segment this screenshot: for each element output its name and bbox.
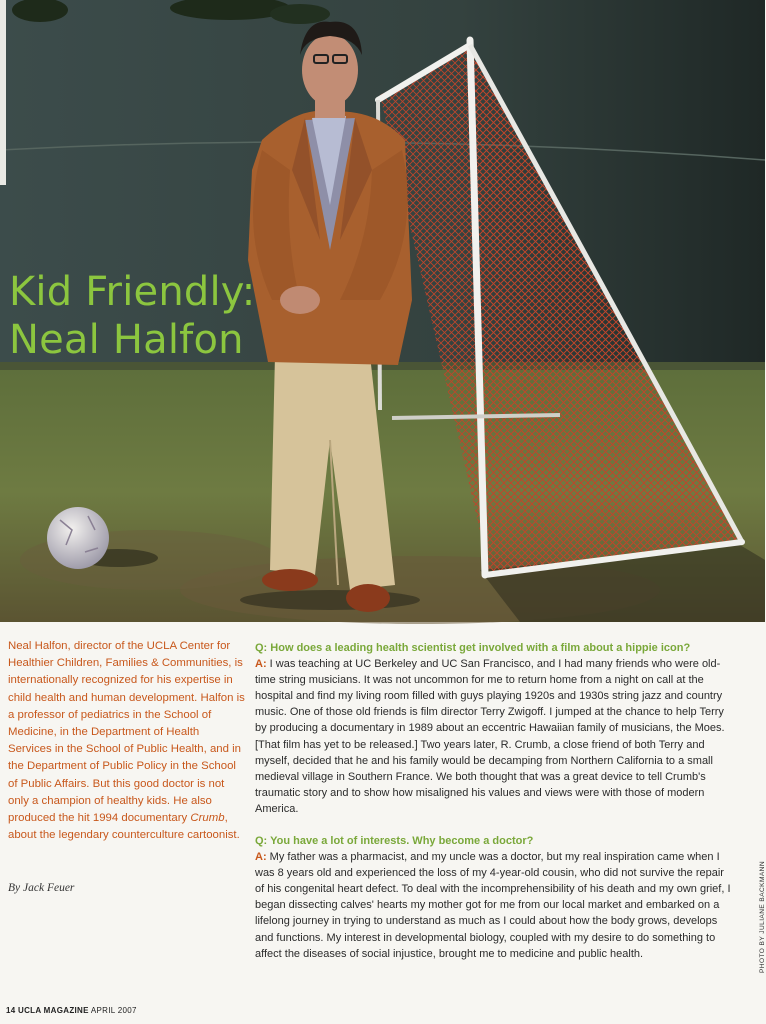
answer-1 [255,656,735,817]
intro-text-before: Neal Halfon, director of the UCLA Center for Healthier Children, Families & Communities, is internationally recognized for his expertise in child health and human development. Halfon is a professor of pediatrics in the School of Medicine, in the Department of Health Services in the School of Public Health, and in the Department of Public Policy in the School of Public Affairs. But this good doctor is not only a champion of healthy kids. He also produced the hit 1994 documentary [8,640,245,825]
question-1-text: How does a leading health scientist get involved with a film about a hippie icon? [270,642,691,654]
soccer-ball [47,507,109,569]
intro-text-after: , about the legendary counterculture cartoonist. [8,812,240,842]
answer-2-label: A: [255,851,267,864]
question-1 [255,640,735,656]
question-2 [255,833,735,849]
qa-block-1 [255,640,735,817]
answer-2-text: My father was a pharmacist, and my uncle was a doctor, but my real inspiration came when I was 8 years old and experienced the loss of my 4-year-old cousin, who did not survive the repair of his congenital heart defect. To deal with the incomprehensibility of his death and my own grief, I began dissecting calves' hearts my mother got for me from our local market and embarked on a lifelong journey in trying to understand as much as I could about how the body grows, develops and functions. My interest in developmental biology, coupled with my desire to do something to affect the diseases of social injustice, brought me to medicine and public health. [255,851,731,960]
film-title: Crumb [190,812,225,825]
question-1-label: Q: [255,642,268,654]
answer-1-text: I was teaching at UC Berkeley and UC San Francisco, and I had many friends who were old-time string musicians. It was not uncommon for me to return home from a night on call at the hospital and find my living room filled with guys playing 1920s and 1930s string jazz and country music. One of those old friends is film director Terry Zwigoff. I jumped at the chance to help Terry by producing a documentary in 1989 about an eccentric Hawaiian family of musicians, the Moes. [That film has yet to be released.] Two years later, R. Crumb, a close friend of both Terry and myself, decided that he and his family would be decamping from Northern California to a small medieval village in Southern France. We both thought that was a great device to tell Crumb's traumatic story and to show how misaligned his values and views were with those of modern America. [255,658,725,815]
page-footer [6,1006,137,1015]
qa-block-2 [255,833,735,962]
answer-1-label: A: [255,658,267,671]
page-number: 14 [6,1006,16,1015]
article-headline [9,268,269,364]
magazine-name: UCLA MAGAZINE [18,1006,89,1015]
question-2-label: Q: [255,835,268,847]
photo-credit [749,861,766,978]
issue-date: APRIL 2007 [90,1006,137,1015]
photo-credit-text: PHOTO BY JULIANE BACKMANN [759,861,766,973]
answer-2 [255,849,735,962]
question-2-text: You have a lot of interests. Why become a doctor? [270,835,534,847]
headline-line-2: Neal Halfon [9,317,244,363]
intro-paragraph [8,638,246,844]
byline: By Jack Feuer [8,882,75,894]
headline-line-1: Kid Friendly: [9,269,256,315]
